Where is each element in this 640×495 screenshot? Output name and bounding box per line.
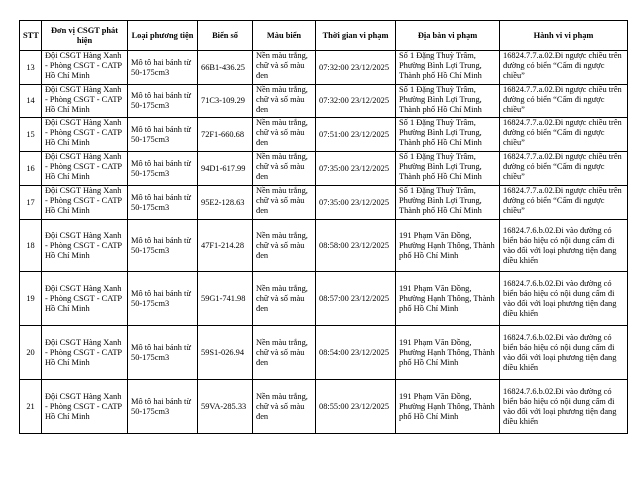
cell-color: Nền màu trắng, chữ và số màu đen [253, 85, 316, 118]
cell-unit: Đội CSGT Hàng Xanh - Phòng CSGT - CATP Hồ Chí Minh [42, 118, 128, 152]
cell-stt: 15 [20, 118, 42, 152]
cell-vehicle: Mô tô hai bánh từ 50-175cm3 [128, 186, 198, 220]
cell-place: 191 Phạm Văn Đồng, Phường Hạnh Thông, Thành phố Hồ Chí Minh [396, 326, 500, 380]
table-row [20, 380, 628, 434]
cell-violation: 16824.7.7.a.02.Đi ngược chiều trên đường có biển “Cấm đi ngược chiều” [500, 85, 628, 118]
table-row [20, 152, 628, 186]
header-time: Thời gian vi phạm [316, 21, 396, 51]
cell-plate: 95E2-128.63 [198, 186, 253, 220]
cell-place: 191 Phạm Văn Đồng, Phường Hạnh Thông, Thành phố Hồ Chí Minh [396, 272, 500, 326]
cell-unit: Đội CSGT Hàng Xanh - Phòng CSGT - CATP Hồ Chí Minh [42, 85, 128, 118]
header-plate: Biển số [198, 21, 253, 51]
cell-time: 07:35:00 23/12/2025 [316, 152, 396, 186]
cell-unit: Đội CSGT Hàng Xanh - Phòng CSGT - CATP Hồ Chí Minh [42, 326, 128, 380]
cell-place: Số 1 Đặng Thuỳ Trâm, Phường Bình Lợi Trung, Thành phố Hồ Chí Minh [396, 51, 500, 85]
cell-color: Nền màu trắng, chữ và số màu đen [253, 220, 316, 272]
cell-color: Nền màu trắng, chữ và số màu đen [253, 51, 316, 85]
cell-violation: 16824.7.7.a.02.Đi ngược chiều trên đường có biển “Cấm đi ngược chiều” [500, 118, 628, 152]
cell-color: Nền màu trắng, chữ và số màu đen [253, 380, 316, 434]
cell-violation: 16824.7.6.b.02.Đi vào đường có biển báo hiệu có nội dung cấm đi vào đối với loại phương tiện đang điều khiển [500, 220, 628, 272]
cell-plate: 47F1-214.28 [198, 220, 253, 272]
cell-stt: 14 [20, 85, 42, 118]
cell-plate: 94D1-617.99 [198, 152, 253, 186]
table-header-row [20, 21, 628, 51]
cell-plate: 59S1-026.94 [198, 326, 253, 380]
cell-color: Nền màu trắng, chữ và số màu đen [253, 272, 316, 326]
cell-violation: 16824.7.7.a.02.Đi ngược chiều trên đường có biển “Cấm đi ngược chiều” [500, 152, 628, 186]
cell-stt: 16 [20, 152, 42, 186]
header-place: Địa bàn vi phạm [396, 21, 500, 51]
cell-place: Số 1 Đặng Thuỳ Trâm, Phường Bình Lợi Trung, Thành phố Hồ Chí Minh [396, 85, 500, 118]
header-unit: Đơn vị CSGT phát hiện [42, 21, 128, 51]
cell-vehicle: Mô tô hai bánh từ 50-175cm3 [128, 380, 198, 434]
cell-unit: Đội CSGT Hàng Xanh - Phòng CSGT - CATP Hồ Chí Minh [42, 152, 128, 186]
cell-stt: 18 [20, 220, 42, 272]
cell-vehicle: Mô tô hai bánh từ 50-175cm3 [128, 118, 198, 152]
table-row [20, 220, 628, 272]
cell-unit: Đội CSGT Hàng Xanh - Phòng CSGT - CATP Hồ Chí Minh [42, 220, 128, 272]
cell-plate: 59G1-741.98 [198, 272, 253, 326]
cell-color: Nền màu trắng, chữ và số màu đen [253, 118, 316, 152]
table-row [20, 51, 628, 85]
cell-plate: 66B1-436.25 [198, 51, 253, 85]
cell-unit: Đội CSGT Hàng Xanh - Phòng CSGT - CATP Hồ Chí Minh [42, 272, 128, 326]
violations-table [19, 20, 628, 434]
cell-vehicle: Mô tô hai bánh từ 50-175cm3 [128, 51, 198, 85]
cell-violation: 16824.7.7.a.02.Đi ngược chiều trên đường có biển “Cấm đi ngược chiều” [500, 186, 628, 220]
cell-plate: 71C3-109.29 [198, 85, 253, 118]
cell-stt: 20 [20, 326, 42, 380]
table-row [20, 326, 628, 380]
cell-time: 07:51:00 23/12/2025 [316, 118, 396, 152]
cell-violation: 16824.7.6.b.02.Đi vào đường có biển báo hiệu có nội dung cấm đi vào đối với loại phương tiện đang điều khiển [500, 272, 628, 326]
cell-time: 08:57:00 23/12/2025 [316, 272, 396, 326]
cell-color: Nền màu trắng, chữ và số màu đen [253, 326, 316, 380]
table-row [20, 118, 628, 152]
cell-vehicle: Mô tô hai bánh từ 50-175cm3 [128, 152, 198, 186]
cell-time: 08:55:00 23/12/2025 [316, 380, 396, 434]
header-violation: Hành vi vi phạm [500, 21, 628, 51]
cell-unit: Đội CSGT Hàng Xanh - Phòng CSGT - CATP Hồ Chí Minh [42, 51, 128, 85]
cell-violation: 16824.7.6.b.02.Đi vào đường có biển báo hiệu có nội dung cấm đi vào đối với loại phương tiện đang điều khiển [500, 326, 628, 380]
cell-stt: 21 [20, 380, 42, 434]
cell-place: Số 1 Đặng Thuỳ Trâm, Phường Bình Lợi Trung, Thành phố Hồ Chí Minh [396, 186, 500, 220]
document-page [19, 20, 627, 434]
cell-stt: 17 [20, 186, 42, 220]
cell-place: 191 Phạm Văn Đồng, Phường Hạnh Thông, Thành phố Hồ Chí Minh [396, 220, 500, 272]
header-color: Màu biển [253, 21, 316, 51]
cell-color: Nền màu trắng, chữ và số màu đen [253, 152, 316, 186]
header-vehicle: Loại phương tiện [128, 21, 198, 51]
cell-violation: 16824.7.6.b.02.Đi vào đường có biển báo hiệu có nội dung cấm đi vào đối với loại phương tiện đang điều khiển [500, 380, 628, 434]
cell-time: 07:32:00 23/12/2025 [316, 85, 396, 118]
cell-unit: Đội CSGT Hàng Xanh - Phòng CSGT - CATP Hồ Chí Minh [42, 186, 128, 220]
table-row [20, 186, 628, 220]
cell-vehicle: Mô tô hai bánh từ 50-175cm3 [128, 85, 198, 118]
cell-unit: Đội CSGT Hàng Xanh - Phòng CSGT - CATP Hồ Chí Minh [42, 380, 128, 434]
cell-color: Nền màu trắng, chữ và số màu đen [253, 186, 316, 220]
cell-violation: 16824.7.7.a.02.Đi ngược chiều trên đường có biển “Cấm đi ngược chiều” [500, 51, 628, 85]
cell-time: 08:54:00 23/12/2025 [316, 326, 396, 380]
header-stt: STT [20, 21, 42, 51]
cell-stt: 19 [20, 272, 42, 326]
cell-place: Số 1 Đặng Thuỳ Trâm, Phường Bình Lợi Trung, Thành phố Hồ Chí Minh [396, 118, 500, 152]
table-row [20, 272, 628, 326]
cell-time: 07:35:00 23/12/2025 [316, 186, 396, 220]
cell-vehicle: Mô tô hai bánh từ 50-175cm3 [128, 326, 198, 380]
cell-time: 08:58:00 23/12/2025 [316, 220, 396, 272]
cell-vehicle: Mô tô hai bánh từ 50-175cm3 [128, 272, 198, 326]
cell-vehicle: Mô tô hai bánh từ 50-175cm3 [128, 220, 198, 272]
cell-place: 191 Phạm Văn Đồng, Phường Hạnh Thông, Thành phố Hồ Chí Minh [396, 380, 500, 434]
cell-time: 07:32:00 23/12/2025 [316, 51, 396, 85]
table-row [20, 85, 628, 118]
cell-plate: 59VA-285.33 [198, 380, 253, 434]
cell-place: Số 1 Đặng Thuỳ Trâm, Phường Bình Lợi Trung, Thành phố Hồ Chí Minh [396, 152, 500, 186]
cell-stt: 13 [20, 51, 42, 85]
cell-plate: 72F1-660.68 [198, 118, 253, 152]
